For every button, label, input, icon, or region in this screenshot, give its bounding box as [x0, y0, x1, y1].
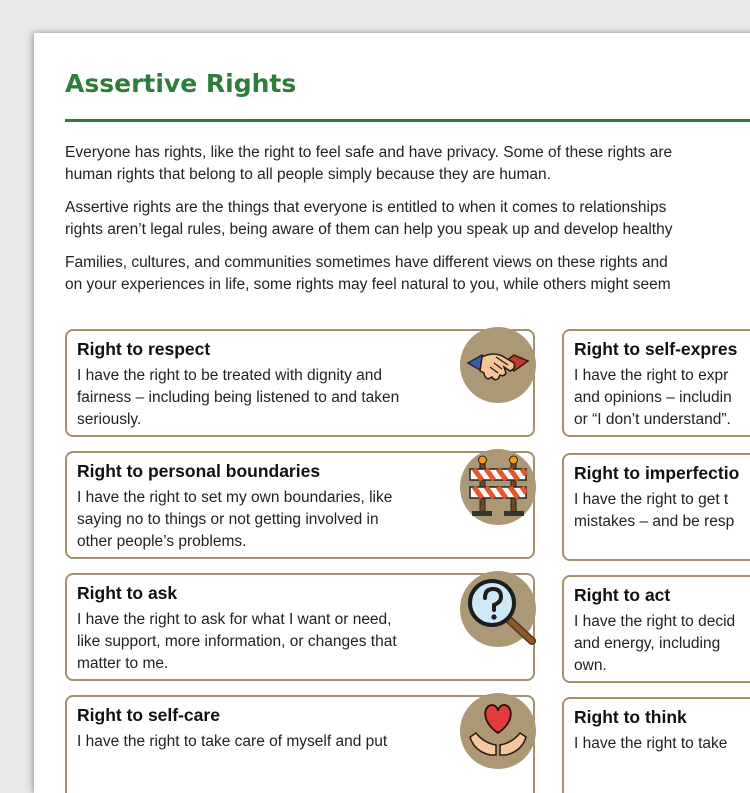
card-body: I have the right to decid and energy, including own.	[574, 613, 736, 674]
card-right-to-think	[562, 697, 750, 793]
intro-paragraph-2: Assertive rights are the things that everyone is entitled to when it comes to relationships rights aren’t legal rules, being aware of them can help you speak up and develop healthy	[65, 199, 673, 238]
card-body: I have the right to expr and opinions – includin or “I don’t understand”.	[574, 367, 732, 428]
magnifier-question-icon	[460, 571, 536, 647]
intro-paragraph-3: Families, cultures, and communities sometimes have different views on these rights and on your experiences in life, some rights may feel natural to you, while others might seem	[65, 254, 671, 293]
page-title: Assertive Rights	[65, 69, 297, 98]
card-title: Right to self-care	[77, 705, 220, 725]
card-body: I have the right to ask for what I want or need, like support, more information, or changes that matter to me.	[77, 611, 397, 672]
card-body: I have the right to be treated with dignity and fairness – including being listened to and taken seriously.	[77, 367, 400, 428]
card-title: Right to ask	[77, 583, 178, 603]
card-body: I have the right to take	[574, 735, 728, 752]
card-title: Right to respect	[77, 339, 211, 359]
card-body: I have the right to get t mistakes – and be resp	[574, 491, 735, 530]
heart-hands-icon	[460, 693, 536, 769]
card-right-to-act	[562, 575, 750, 683]
worksheet-page	[34, 33, 750, 793]
card-title: Right to think	[574, 707, 687, 727]
card-title: Right to self-expres	[574, 339, 738, 359]
card-right-to-self-care	[65, 695, 535, 793]
card-title: Right to imperfectio	[574, 463, 740, 483]
card-right-to-ask	[65, 573, 535, 681]
card-title: Right to personal boundaries	[77, 461, 321, 481]
card-body: I have the right to take care of myself and put	[77, 733, 388, 750]
handshake-icon	[460, 327, 536, 403]
barricade-icon	[460, 449, 536, 525]
card-body: I have the right to set my own boundaries, like saying no to things or not getting involved in other people’s problems.	[77, 489, 393, 550]
title-divider	[65, 119, 750, 122]
intro-paragraph-1: Everyone has rights, like the right to feel safe and have privacy. Some of these rights are human rights that belong to all people simply because they are human.	[65, 144, 673, 183]
card-title: Right to act	[574, 585, 671, 605]
card-right-to-imperfection	[562, 453, 750, 561]
card-right-to-respect	[65, 329, 535, 437]
card-right-to-self-expression	[562, 329, 750, 437]
card-right-to-personal-boundaries	[65, 451, 535, 559]
